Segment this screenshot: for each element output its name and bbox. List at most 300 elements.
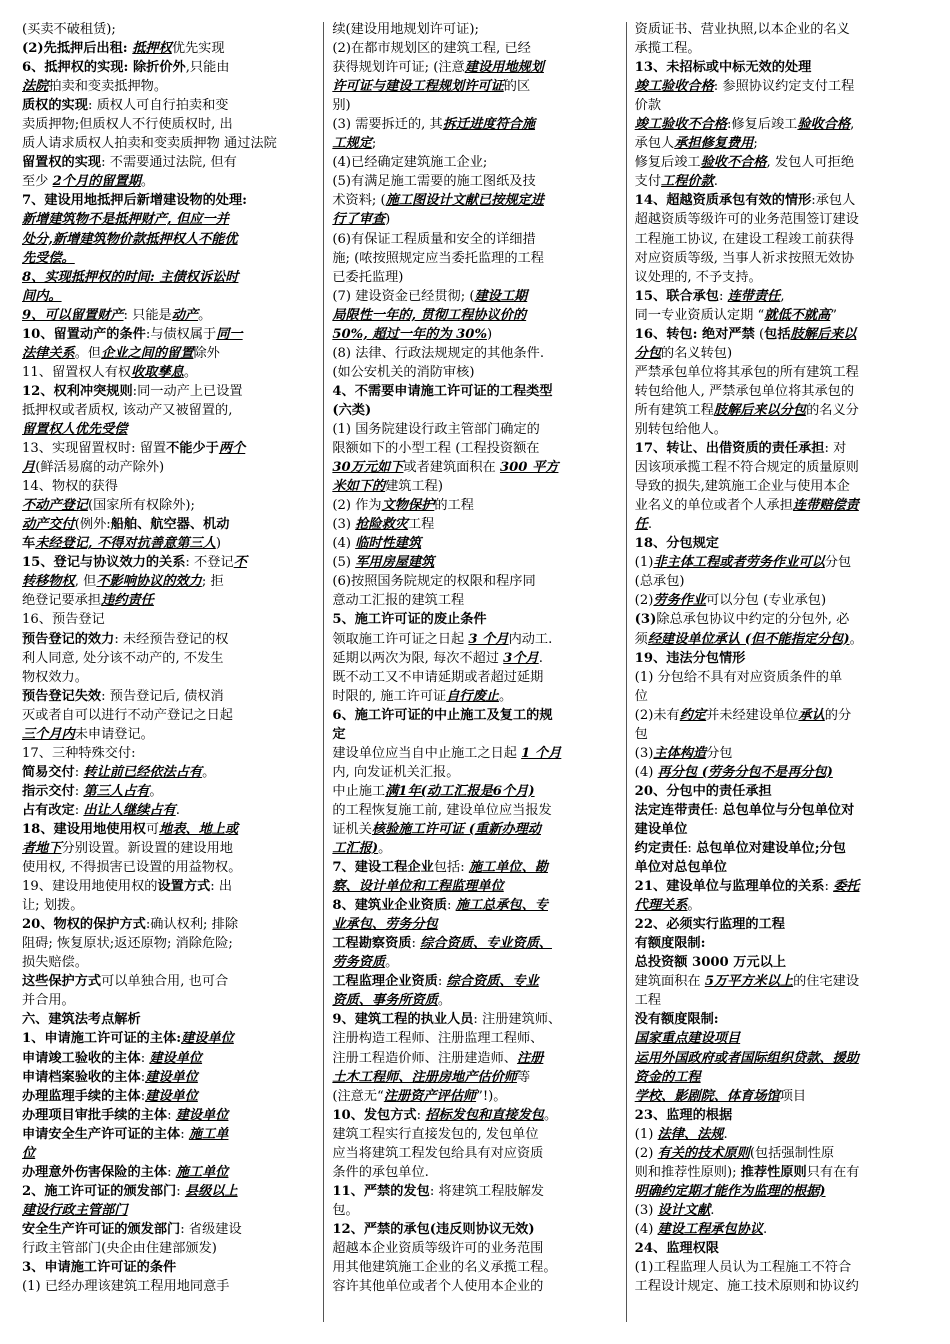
text-run: 须 <box>634 631 648 647</box>
text-run: 三个月内 <box>22 726 75 742</box>
text-line <box>22 39 315 58</box>
text-run: (买卖不破租赁); <box>22 22 116 37</box>
text-line <box>635 915 928 934</box>
text-line <box>332 268 617 287</box>
text-run: 有额度限制: <box>634 936 706 952</box>
text-run: 施工总承包、专 <box>455 898 548 914</box>
text-line <box>332 1163 617 1182</box>
text-run: 资质、事务所资质 <box>332 993 438 1009</box>
text-run: 法院 <box>22 79 49 95</box>
text-run: 建筑面积在 <box>634 974 705 990</box>
text-line <box>332 1239 617 1258</box>
text-line <box>635 553 928 572</box>
text-run: (3) 需要拆迁的, 其 <box>332 117 443 133</box>
text-line <box>332 534 617 553</box>
text-run: 船舶、航空器、机动 <box>110 517 230 533</box>
text-run: , 但 <box>74 574 97 590</box>
text-run: 收取孳息 <box>131 364 184 380</box>
text-run: : 注册建筑师、 <box>473 1012 562 1028</box>
column-middle <box>324 20 625 1338</box>
text-run: 建设单位 <box>149 1050 203 1066</box>
text-line <box>332 972 617 991</box>
text-line <box>332 39 617 58</box>
text-run: 验收不合格 <box>700 155 767 171</box>
text-run: 分包 <box>634 345 662 361</box>
text-line <box>22 744 315 763</box>
text-run: 抵押权 <box>132 41 172 57</box>
text-line <box>635 706 928 725</box>
text-run: 抵押权或者质权, 该动产又被留置的, <box>22 402 233 418</box>
text-run: 拆迁进度符合施 <box>442 117 536 133</box>
text-run: 可以分包 (专业承包) <box>706 593 827 609</box>
text-run: . <box>710 1202 715 1218</box>
text-run: 建设单位 <box>145 1088 198 1104</box>
text-run: 核验施工许可证 (重新办理动 <box>371 821 541 837</box>
text-run: (1) 国务院建设行政主管部门确定的 <box>332 421 540 437</box>
text-run: 的分 <box>824 707 852 723</box>
text-line <box>332 363 617 382</box>
text-line <box>22 325 315 344</box>
text-run: 两个 <box>218 441 246 457</box>
text-line <box>635 610 928 629</box>
text-run: 导致的损失,建筑施工企业与使用本企 <box>634 479 850 495</box>
text-line <box>635 801 928 820</box>
text-line <box>332 553 617 572</box>
text-run: 或者建筑面积在 <box>403 460 500 476</box>
text-line <box>22 420 315 439</box>
text-run: : 只能是 <box>123 307 172 323</box>
text-run: : <box>176 1183 185 1199</box>
text-run: : <box>140 1088 146 1104</box>
text-run: 术资料; ( <box>332 193 386 209</box>
text-run: ” <box>830 307 837 323</box>
text-run: 13、实现留置权时: 留置 <box>22 441 167 457</box>
text-run: 可 <box>145 821 160 837</box>
text-run: 局限性一年的, 贯彻工程协议价的 <box>332 307 527 323</box>
text-line <box>635 58 928 77</box>
text-line <box>22 1239 315 1258</box>
text-run: : 省级建设 <box>180 1221 242 1237</box>
text-line <box>635 172 928 191</box>
text-line <box>635 134 928 153</box>
text-run: 中止施工 <box>332 783 386 799</box>
text-run: 8、建筑业企业资质 <box>332 898 448 914</box>
text-line <box>22 839 315 858</box>
text-run: (2)在都市规划区的建筑工程, 已经 <box>332 41 531 57</box>
text-line <box>332 896 617 915</box>
text-run: 用其他建筑施工企业的名义承揽工程。 <box>332 1260 557 1276</box>
text-line <box>332 382 617 401</box>
text-run: 容许其他单位或者个人使用本企业的 <box>332 1279 544 1295</box>
text-line <box>22 363 315 382</box>
text-run: 14、超越资质承包有效的情形 <box>634 193 812 209</box>
text-run: 使用权, 不得损害已设置的用益物权。 <box>22 860 242 876</box>
text-run: 严禁承包单位将其承包的所有建筑工程 <box>634 364 859 380</box>
text-line <box>22 439 315 458</box>
text-line <box>332 687 617 706</box>
text-line <box>22 344 315 363</box>
text-run: 肢解后来以分包 <box>713 402 807 418</box>
text-run: ( <box>754 326 765 342</box>
text-run: 留置权人优先受偿 <box>22 421 128 437</box>
text-run: :修复后竣工 <box>726 117 798 133</box>
text-run: : 质权人可自行拍卖和变 <box>87 98 229 114</box>
text-run: . <box>763 1221 768 1237</box>
text-run: 占有改定 <box>22 802 75 818</box>
text-run: 优先实现 <box>171 41 225 57</box>
text-run: 违约责任 <box>101 593 154 609</box>
text-line <box>22 877 315 896</box>
text-line <box>635 572 928 591</box>
text-line <box>22 1029 315 1048</box>
text-run: 只有在有 <box>806 1164 860 1180</box>
text-run: 安全生产许可证的颁发部门 <box>22 1221 181 1237</box>
text-line <box>22 249 315 268</box>
text-run: 300 平方 <box>499 460 559 476</box>
text-line <box>635 1201 928 1220</box>
text-run: 主债权诉讼时 <box>159 269 239 285</box>
text-line <box>22 1144 315 1163</box>
text-run: : <box>74 802 84 818</box>
text-run: 动产交付 <box>22 517 75 533</box>
text-run: (2) 作为 <box>332 498 382 514</box>
text-run: 设置方式 <box>157 879 211 895</box>
text-run: 同一 <box>216 326 243 342</box>
text-run: 19、违法分包情形 <box>634 650 746 666</box>
text-run: , <box>780 288 785 304</box>
text-run: (2)未有 <box>634 707 680 723</box>
text-run: 资金的工程 <box>634 1069 701 1085</box>
text-run: 资质证书、营业执照,以本企业的名义 <box>634 22 850 37</box>
text-line <box>22 687 315 706</box>
text-run: (7) 建设资金已经贯彻; ( <box>332 288 475 304</box>
text-line <box>635 972 928 991</box>
text-run: 限额如下的小型工程 (工程投资额在 <box>332 441 540 457</box>
text-run: 项目 <box>779 1088 807 1104</box>
text-line <box>22 1163 315 1182</box>
text-line <box>332 1049 617 1068</box>
text-line <box>332 610 617 629</box>
text-run: 12、严禁的承包(违反则协议无效) <box>332 1221 535 1237</box>
text-line <box>332 668 617 687</box>
text-run: 。 <box>849 631 863 647</box>
text-run: 分包 <box>824 555 852 571</box>
text-run: (六类) <box>332 402 372 418</box>
text-line <box>22 496 315 515</box>
text-run: (包括强制性原 <box>749 1145 835 1161</box>
text-run: 12、权利冲突规则 <box>22 383 133 399</box>
text-line <box>332 230 617 249</box>
text-run: (4) <box>634 764 658 780</box>
text-line <box>22 1201 315 1220</box>
text-run: 县级以上 <box>184 1183 238 1199</box>
text-run: 。 <box>543 1107 558 1123</box>
text-run: : <box>74 764 84 780</box>
text-run: 土木工程师、注册房地产估价师 <box>332 1069 517 1085</box>
text-run: : 预告登记后, 债权消 <box>101 688 224 704</box>
text-line <box>22 306 315 325</box>
text-line <box>22 1106 315 1125</box>
text-line <box>635 401 928 420</box>
text-run: : <box>447 898 456 914</box>
text-run: (3) <box>634 1202 658 1218</box>
text-run: 时限的, 施工许可证 <box>332 688 447 704</box>
text-run: 。 <box>202 764 216 780</box>
text-run: (5) <box>332 555 356 571</box>
text-run: : 对 <box>824 441 847 457</box>
text-run: 22、必须实行监理的工程 <box>634 917 785 933</box>
text-run: 非主体工程或者劳务作业可以 <box>653 555 825 571</box>
text-line <box>22 630 315 649</box>
text-line <box>332 934 617 953</box>
text-run: 单位对总包单位 <box>634 860 727 876</box>
text-line <box>332 20 617 39</box>
text-line <box>635 877 928 896</box>
text-line <box>22 287 315 306</box>
text-run: 施工单位、勘 <box>468 860 548 876</box>
text-line <box>22 477 315 496</box>
text-line <box>22 1049 315 1068</box>
text-line <box>332 477 617 496</box>
text-run: : <box>140 1069 146 1085</box>
text-run: 别) <box>332 98 351 114</box>
text-line <box>22 1010 315 1029</box>
text-run: 续(建设用地规划许可证); <box>332 22 479 37</box>
text-line <box>22 801 315 820</box>
text-line <box>332 287 617 306</box>
text-run: 未申请登记。 <box>74 726 154 742</box>
text-line <box>22 382 315 401</box>
text-run: 至少 <box>22 174 53 190</box>
text-run: 综合资质、专业资质、 <box>420 936 552 952</box>
text-run: (2) <box>634 1145 658 1161</box>
text-line <box>635 744 928 763</box>
text-run: (5)有满足施工需要的施工图纸及技 <box>332 174 536 190</box>
text-run: 。 <box>385 955 399 971</box>
text-line <box>22 1220 315 1239</box>
text-run: 建设工程承包协议 <box>657 1221 764 1237</box>
text-run: 2、施工许可证的颁发部门 <box>22 1183 177 1199</box>
text-line <box>22 77 315 96</box>
text-run: (例外: <box>74 517 111 533</box>
text-run: 行了审查 <box>332 212 386 228</box>
text-run: 10、发包方式 <box>332 1107 417 1123</box>
text-line <box>635 115 928 134</box>
text-line <box>22 230 315 249</box>
text-line <box>332 325 617 344</box>
text-run: 者地下 <box>22 841 62 857</box>
text-line <box>332 458 617 477</box>
text-run: . <box>538 650 543 666</box>
text-run: 延期以两次为限, 每次不超过 <box>332 650 504 666</box>
text-run: ) <box>487 326 493 342</box>
text-run: 包。 <box>332 1202 359 1218</box>
text-run: 工规定 <box>332 136 372 152</box>
text-run: 劳务资质 <box>332 955 386 971</box>
text-line <box>635 325 928 344</box>
text-run: 留置权的实现 <box>22 155 102 171</box>
text-run: 修复后竣工 <box>634 155 701 171</box>
text-line <box>22 1087 315 1106</box>
text-run: 。 <box>498 688 513 704</box>
text-run: 除折价外 <box>132 60 186 76</box>
text-line <box>332 953 617 972</box>
text-line <box>22 934 315 953</box>
text-line <box>22 553 315 572</box>
text-line <box>635 1258 928 1277</box>
text-run: 连带责任 <box>727 288 781 304</box>
text-run: 注册工程造价师、注册建造师、 <box>332 1050 517 1066</box>
text-line <box>22 210 315 229</box>
text-run: 。 <box>198 307 212 323</box>
text-line <box>635 515 928 534</box>
text-run: 1、申请施工许可证的主体: <box>22 1031 182 1047</box>
text-line <box>332 439 617 458</box>
text-run: : 不登记 <box>185 555 234 571</box>
text-run: 的名义转包) <box>661 345 733 361</box>
text-line <box>635 439 928 458</box>
text-run: 竣工验收不合格 <box>634 117 727 133</box>
text-run: 察、设计单位和工程监理单位 <box>332 879 504 895</box>
text-run: (3) <box>634 745 654 761</box>
text-line <box>22 458 315 477</box>
text-line <box>22 820 315 839</box>
text-line <box>635 991 928 1010</box>
text-line <box>22 1125 315 1144</box>
text-run: 3个月 <box>503 650 539 666</box>
text-line <box>22 515 315 534</box>
text-run: 建设行政主管部门 <box>22 1202 128 1218</box>
text-run: ; <box>371 136 377 152</box>
text-run: 让; 划拨。 <box>22 898 84 914</box>
text-run: 办理监理手续的主体 <box>22 1088 141 1104</box>
text-run: 已委托监理) <box>332 269 404 285</box>
text-run: : <box>167 1164 176 1180</box>
text-run: (6)有保证工程质量和安全的详细措 <box>332 231 536 247</box>
text-run: 法律关系 <box>22 345 75 361</box>
text-run: 23、监理的根据 <box>634 1107 733 1123</box>
text-line <box>22 172 315 191</box>
text-line <box>22 1182 315 1201</box>
text-run: 11、留置权人有权 <box>22 364 132 380</box>
text-run: 并未经建设单位 <box>706 707 799 723</box>
text-run: 8、实现抵押权的时间: <box>22 269 160 285</box>
text-run: : 参照协议约定支付工程 <box>713 79 855 95</box>
text-line <box>22 153 315 172</box>
text-line <box>332 1087 617 1106</box>
text-run: 竣工验收合格 <box>634 79 714 95</box>
text-line <box>22 668 315 687</box>
text-run: 承包人 <box>634 136 675 152</box>
text-run: 的区 <box>503 79 531 95</box>
text-run: 转让前已经依法占有 <box>83 764 203 780</box>
text-line <box>635 839 928 858</box>
text-run: 学校、影剧院、体育场馆 <box>634 1088 780 1104</box>
text-run: ; 拒 <box>201 574 224 590</box>
text-line <box>22 591 315 610</box>
text-run: 预告登记的效力 <box>22 631 115 647</box>
text-run: 验收合格 <box>797 117 851 133</box>
text-line <box>332 172 617 191</box>
text-line <box>635 782 928 801</box>
text-run: 同一专业资质认定期 “ <box>634 307 765 323</box>
text-line <box>332 249 617 268</box>
text-run: 总包单位对建设单位;分包 <box>696 841 846 857</box>
text-run: (8) 法律、行政法规规定的其他条件. <box>332 345 545 361</box>
text-run: 不动产登记 <box>22 498 88 514</box>
text-line <box>332 839 617 858</box>
text-line <box>22 534 315 553</box>
text-run: 肢解后来以 <box>790 326 857 342</box>
text-run: 20、物权的保护方式 <box>22 917 146 933</box>
text-run: . <box>713 174 718 190</box>
text-line <box>635 1144 928 1163</box>
text-run: 位 <box>634 688 648 704</box>
text-line <box>635 687 928 706</box>
text-run: 出让人继续占有 <box>83 802 176 818</box>
text-line <box>332 58 617 77</box>
text-line <box>332 115 617 134</box>
text-run: (2) <box>634 593 654 609</box>
text-run: 。但 <box>74 345 102 361</box>
text-run: 包 <box>634 726 648 742</box>
text-run: 代理关系 <box>634 898 688 914</box>
text-run: 绝登记要承担 <box>22 593 102 609</box>
text-run: 工程 <box>407 517 435 533</box>
text-run: : <box>437 974 447 990</box>
text-line <box>635 230 928 249</box>
text-line <box>332 1068 617 1087</box>
text-run: 包括: <box>433 860 469 876</box>
text-run: 20、分包中的责任承担 <box>634 783 772 799</box>
text-run: 工程施工协议, 在建设工程竣工前获得 <box>634 231 855 247</box>
text-run: 利人同意, 处分该不动产的, 不发生 <box>22 650 224 666</box>
text-run: 约定责任 <box>634 841 688 857</box>
text-run: (1) 分包给不具有对应资质条件的单 <box>634 669 843 685</box>
text-line <box>22 1258 315 1277</box>
text-run: 18、分包规定 <box>634 536 719 552</box>
text-run: 经建设单位承认 (但不能指定分包) <box>647 631 850 647</box>
text-run: 领取施工许可证之日起 <box>332 631 469 647</box>
text-run: , <box>850 117 855 133</box>
text-run: ; <box>753 136 758 152</box>
text-line <box>635 1049 928 1068</box>
text-run: 建筑工程) <box>385 479 443 495</box>
text-line <box>332 1144 617 1163</box>
text-line <box>22 1068 315 1087</box>
text-run: 15、联合承包 <box>634 288 719 304</box>
text-run: 业名义的单位或者个人承担 <box>634 498 793 514</box>
text-line <box>332 763 617 782</box>
text-line <box>332 744 617 763</box>
text-run: 注册构造工程师、注册监理工程师、 <box>332 1031 544 1047</box>
text-run: : 将建筑工程肢解发 <box>429 1183 544 1199</box>
text-run: 综合资质、专业 <box>446 974 539 990</box>
text-run: 不 <box>233 555 247 571</box>
text-line <box>635 77 928 96</box>
text-run: 动产 <box>171 307 199 323</box>
text-run: 分包 <box>706 745 733 761</box>
text-line <box>635 1068 928 1087</box>
text-line <box>22 858 315 877</box>
text-run: 自行废止 <box>446 688 499 704</box>
text-run: 工程设计规定、施工技术原则和协议约 <box>634 1279 859 1295</box>
text-run: 的住宅建设 <box>793 974 860 990</box>
text-line <box>332 591 617 610</box>
text-run: 。 <box>149 783 163 799</box>
text-run: 建设单位 <box>634 821 688 837</box>
text-run: 7、建设工程企业 <box>332 860 434 876</box>
